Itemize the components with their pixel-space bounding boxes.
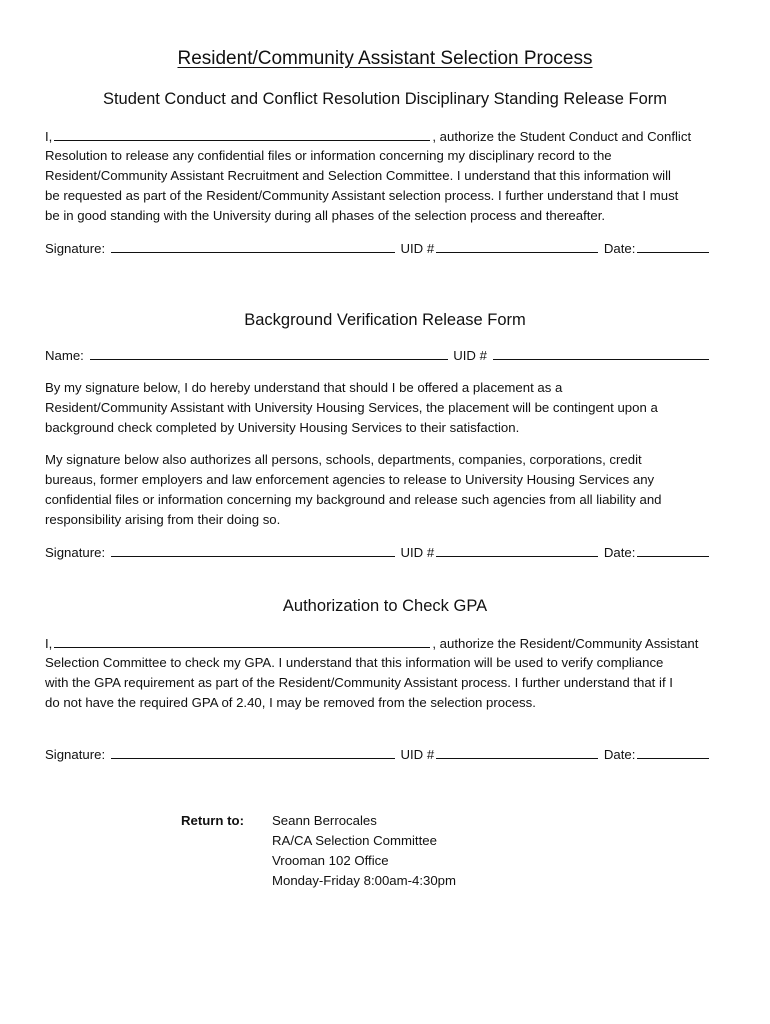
prefix-label: I, — [45, 636, 53, 651]
paragraph-line: with the GPA requirement as part of the Resident/Community Assistant process. I further understand that if I — [45, 675, 673, 690]
paragraph-line: Resident/Community Assistant Recruitment and Selection Committee. I understand that this information will — [45, 168, 671, 183]
signature-row-1 — [45, 238, 711, 259]
paragraph-line: background check completed by University Housing Services to their satisfaction. — [45, 420, 520, 435]
uid-label: UID # — [453, 348, 487, 363]
section-heading-disciplinary: Student Conduct and Conflict Resolution Disciplinary Standing Release Form — [102, 90, 668, 108]
date-label: Date: — [603, 241, 636, 256]
section-heading-background: Background Verification Release Form — [244, 311, 526, 329]
prefix-label: I, — [45, 129, 53, 144]
paragraph-line: responsibility arising from their doing so. — [45, 512, 281, 527]
paragraph-line: bureaus, former employers and law enforcement agencies to release to University Housing Services any — [45, 472, 655, 487]
uid-label: UID # — [400, 241, 435, 256]
signature-line[interactable] — [111, 238, 395, 253]
page-title: Resident/Community Assistant Selection Process — [177, 48, 593, 69]
date-line[interactable] — [637, 542, 709, 557]
paragraph-line: By my signature below, I do hereby understand that should I be offered a placement as a — [45, 380, 563, 395]
uid-line[interactable] — [493, 345, 709, 360]
background-name-row — [45, 345, 711, 366]
name-label: Name: — [45, 348, 84, 363]
paragraph-line: confidential files or information concerning my background and release such agencies from all liability and — [45, 492, 662, 507]
return-to-address — [272, 811, 456, 891]
date-label: Date: — [603, 747, 636, 762]
signature-row-3 — [45, 744, 711, 765]
uid-line[interactable] — [436, 744, 598, 759]
paragraph-line: Resolution to release any confidential files or information concerning my disciplinary record to the — [45, 148, 612, 163]
address-line: RA/CA Selection Committee — [272, 833, 437, 848]
gpa-name-row — [45, 633, 698, 654]
name-line[interactable] — [90, 345, 448, 360]
paragraph-line: be requested as part of the Resident/Community Assistant selection process. I further understand that I must — [45, 188, 679, 203]
signature-row-2 — [45, 542, 711, 563]
disciplinary-name-row — [45, 126, 691, 147]
signature-label: Signature: — [45, 545, 106, 560]
address-line: Vrooman 102 Office — [272, 853, 389, 868]
section-heading-gpa: Authorization to Check GPA — [282, 597, 488, 615]
paragraph-line: Resident/Community Assistant with University Housing Services, the placement will be contingent upon a — [45, 400, 658, 415]
name-fill-line[interactable] — [54, 126, 430, 141]
disciplinary-paragraph — [45, 146, 735, 226]
paragraph-line: Selection Committee to check my GPA. I understand that this information will be used to verify compliance — [45, 655, 664, 670]
background-paragraph-2 — [45, 450, 735, 530]
uid-line[interactable] — [436, 238, 598, 253]
date-label: Date: — [603, 545, 636, 560]
paragraph-line: be in good standing with the University during all phases of the selection process and thereafter. — [45, 208, 606, 223]
address-line: Seann Berrocales — [272, 813, 377, 828]
gpa-paragraph — [45, 653, 735, 713]
paragraph-line: do not have the required GPA of 2.40, I may be removed from the selection process. — [45, 695, 536, 710]
date-line[interactable] — [637, 238, 709, 253]
authorize-text: , authorize the Student Conduct and Conflict — [432, 129, 692, 144]
signature-label: Signature: — [45, 747, 106, 762]
signature-label: Signature: — [45, 241, 106, 256]
authorize-text: , authorize the Resident/Community Assistant — [432, 636, 699, 651]
uid-label: UID # — [400, 545, 435, 560]
name-fill-line[interactable] — [54, 633, 430, 648]
uid-label: UID # — [400, 747, 435, 762]
return-to-label: Return to: — [181, 813, 244, 828]
signature-line[interactable] — [111, 542, 395, 557]
date-line[interactable] — [637, 744, 709, 759]
background-paragraph-1 — [45, 378, 735, 438]
signature-line[interactable] — [111, 744, 395, 759]
uid-line[interactable] — [436, 542, 598, 557]
paragraph-line: My signature below also authorizes all persons, schools, departments, companies, corporations, credit — [45, 452, 642, 467]
address-line: Monday-Friday 8:00am-4:30pm — [272, 873, 456, 888]
